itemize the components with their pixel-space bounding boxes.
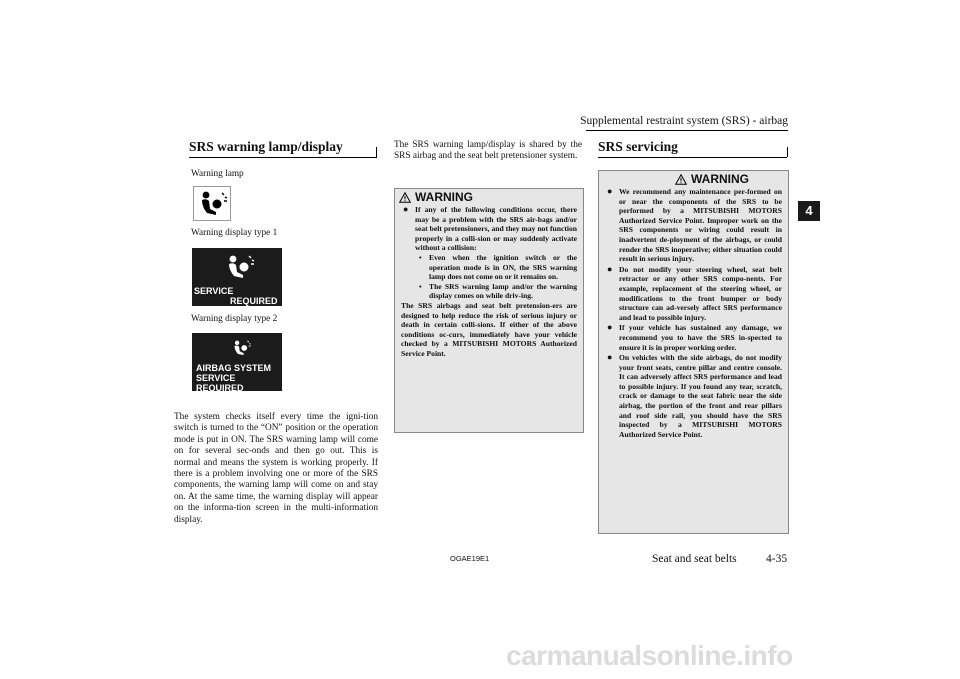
warning-item-text: Do not modify your steering wheel, seat belt retractor or any other SRS compo-nents. For example, replacement of the steering wheel, or modifications to the front bumper or body structure can ad-versely affect SRS performance and lead to possible injury. (619, 264, 782, 322)
footer-section: Seat and seat belts (652, 553, 737, 565)
warning-display-type-1 (192, 248, 282, 306)
warning-item-text: We recommend any maintenance per-formed on or near the components of the SRS to be performed by a MITSUBISHI MOTORS Authorized Service Point. Improper work on the SRS components or wiring could result in inadvertent de-ployment of the airbags, or could render the SRS inoperative; either situation could result in serious injury. (619, 187, 782, 264)
caption-display-type-1: Warning display type 1 (191, 228, 278, 238)
warning-lamp-image (193, 186, 231, 221)
title-rule-end (376, 147, 377, 157)
warning-header (599, 171, 788, 187)
display-text-service-required: SERVICE REQUIRED (196, 373, 244, 393)
sub-item-text: Even when the ignition switch or the operation mode is in ON, the SRS warning lamp does not come on or it remains on. (429, 252, 577, 282)
caption-display-type-2: Warning display type 2 (191, 314, 278, 324)
title-rule (189, 157, 377, 158)
warning-item (605, 353, 782, 439)
airbag-person-icon (222, 252, 256, 282)
warning-list (395, 205, 583, 364)
bullet-icon: ● (607, 263, 613, 274)
airbag-person-icon (194, 187, 230, 220)
warning-item-tail: The SRS airbags and seat belt pretension-ers are designed to help reduce the risk of serious injury or death in certain colli-sions. If either of the above conditions oc-curs, immediately have your vehicle checked by a MITSUBISHI MOTORS Authorized Service Point. (401, 300, 577, 358)
warning-box-lamp (394, 188, 584, 433)
header-rule (586, 130, 788, 131)
warning-item-text: On vehicles with the side airbags, do not modify your front seats, centre pillar and centre console. It can adversely affect SRS performance and lead to possible injury. If you found any tear, scratch, crack or damage to the seat fabric near the side airbag, the portion of the front and rear pillars and roof side rail, you should have the SRS inspected by a MITSUBISHI MOTORS Authorized Service Point. (619, 353, 782, 439)
warning-display-type-2 (192, 333, 282, 391)
footer-code: OGAE19E1 (450, 554, 490, 563)
watermark: carmanualsonline.info (506, 640, 793, 671)
warning-item (605, 187, 782, 264)
display-text-service: SERVICE (194, 286, 234, 296)
dot-icon: • (419, 252, 422, 262)
airbag-person-icon (230, 338, 252, 358)
page-number: 4-35 (766, 553, 788, 565)
warning-item-text: If your vehicle has sustained any damage, we recommend you to have the SRS in-spected to ensure it is in proper working order. (619, 323, 782, 352)
sub-item (415, 282, 577, 301)
title-rule (598, 157, 787, 158)
left-body-text: The system checks itself every time the igni-tion switch is turned to the “ON” position or the operation mode is put in ON. The SRS warning lamp will come on for several sec-onds and then go out. This is normal and means the system is working properly. If there is a problem involving one or more of the SRS components, the warning lamp will come on and stay on. At the same time, the warning display will appear on the informa-tion screen in the multi-information display. (174, 412, 378, 525)
sub-item (415, 253, 577, 282)
section-title-servicing: SRS servicing (598, 139, 678, 154)
sub-item-text: The SRS warning lamp and/or the warning display comes on while driv-ing. (429, 281, 577, 301)
warning-item (605, 265, 782, 323)
bullet-icon: ● (607, 322, 613, 333)
warning-list (599, 187, 788, 444)
warning-box-servicing (598, 170, 789, 534)
intro-text: The SRS warning lamp/display is shared by the SRS airbag and the seat belt pretensioner system. (394, 140, 582, 162)
running-title: Supplemental restraint system (SRS) - airbag (580, 115, 788, 127)
chapter-tab: 4 (798, 201, 820, 221)
warning-item (605, 323, 782, 352)
warning-item (401, 205, 577, 359)
bullet-icon: ● (403, 204, 409, 214)
display-text-required: REQUIRED (230, 296, 278, 306)
warning-header (395, 189, 583, 205)
warning-triangle-icon (675, 174, 687, 185)
bullet-icon: ● (607, 352, 613, 363)
sub-list (415, 253, 577, 301)
warning-label: WARNING (691, 172, 749, 186)
section-title-warning-lamp: SRS warning lamp/display (189, 139, 343, 154)
warning-triangle-icon (399, 192, 411, 203)
caption-warning-lamp: Warning lamp (191, 169, 244, 179)
warning-item-text: If any of the following conditions occur, there may be a problem with the SRS air-bags and/or seat belt pretensioners, and they may not function properly in a colli-sion or may suddenly activate without a collision: (415, 205, 577, 253)
warning-label: WARNING (415, 190, 473, 204)
bullet-icon: ● (607, 186, 613, 196)
dot-icon: • (419, 281, 422, 291)
display-text-airbag-system: AIRBAG SYSTEM (196, 363, 272, 373)
title-rule-end (787, 147, 788, 157)
